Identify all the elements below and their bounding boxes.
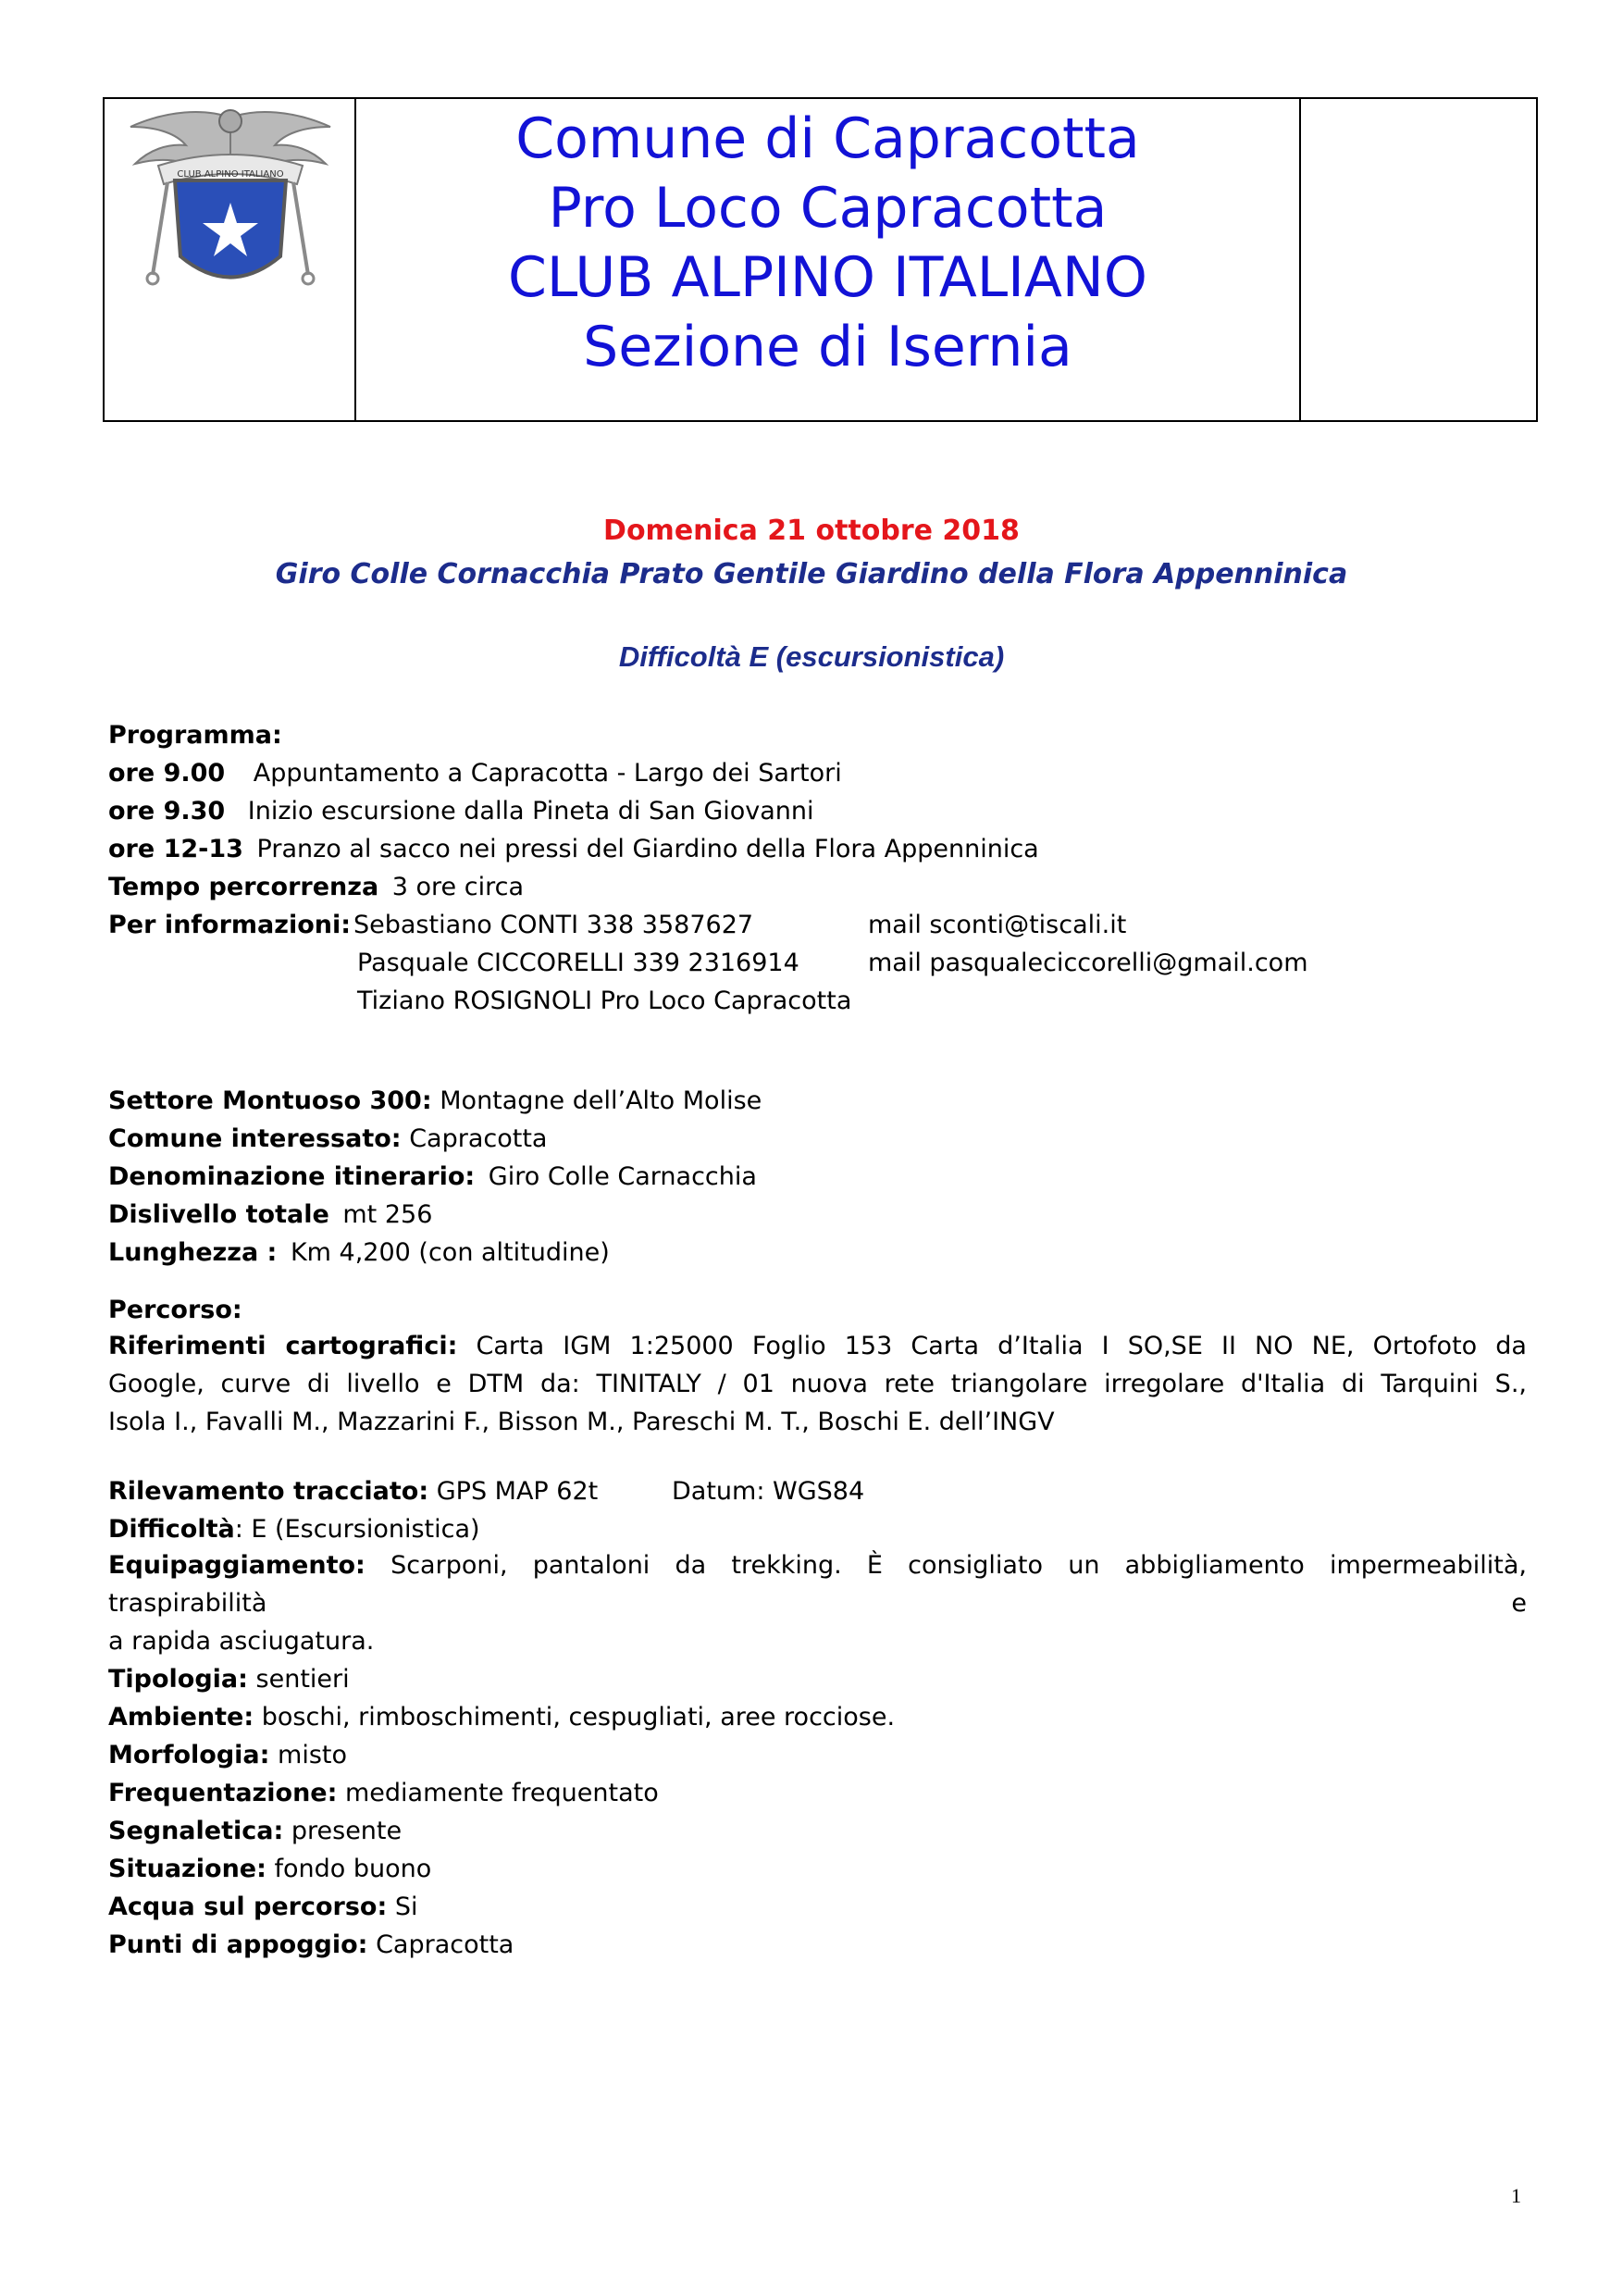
programma-item	[108, 833, 1039, 866]
header-table	[103, 97, 1538, 422]
feature-label: Tipologia:	[108, 1665, 248, 1694]
feature-label: Ambiente:	[108, 1703, 254, 1731]
feature-label: Acqua sul percorso:	[108, 1893, 388, 1921]
feature-row	[108, 1777, 659, 1810]
equipaggiamento-paragraph	[108, 1546, 1527, 1660]
event-difficulty: Difficoltà E (escursionistica)	[618, 640, 1005, 673]
feature-row	[108, 1701, 895, 1734]
event-title: Giro Colle Cornacchia Prato Gentile Giardino della Flora Appenninica	[275, 558, 1348, 590]
detail-row	[108, 1236, 610, 1270]
programma-item-label: ore 9.00	[108, 759, 226, 788]
feature-value: sentieri	[255, 1665, 350, 1694]
header-title-line-3: CLUB ALPINO ITALIANO	[507, 245, 1148, 310]
page-number: 1	[1511, 2184, 1521, 2207]
programma-item-text: 3 ore circa	[391, 873, 524, 901]
detail-label: Dislivello totale	[108, 1200, 329, 1229]
detail-row	[108, 1198, 432, 1232]
programma-item-label: ore 12-13	[108, 835, 243, 863]
logo-cell	[105, 99, 356, 420]
contact-mail[interactable]: mail pasqualeciccorelli@gmail.com	[868, 949, 1308, 977]
detail-label: Lunghezza :	[108, 1238, 278, 1267]
feature-label: Segnaletica:	[108, 1817, 284, 1845]
riferimenti-row	[108, 1327, 1527, 1365]
difficolta-text: : E (Escursionistica)	[234, 1515, 480, 1544]
detail-label: Comune interessato:	[108, 1124, 402, 1153]
equipaggiamento-row: a rapida asciugatura.	[108, 1627, 375, 1656]
feature-row	[108, 1815, 402, 1848]
programma-item-text: Inizio escursione dalla Pineta di San Giovanni	[247, 797, 814, 825]
info-label: Per informazioni:	[108, 911, 352, 939]
feature-row	[108, 1739, 347, 1772]
detail-row	[108, 1085, 762, 1118]
feature-value: Capracotta	[376, 1930, 514, 1959]
feature-label: Morfologia:	[108, 1741, 270, 1769]
feature-label: Punti di appoggio:	[108, 1930, 368, 1959]
header-title-line-4: Sezione di Isernia	[583, 315, 1072, 379]
feature-value: boschi, rimboschimenti, cespugliati, aree rocciose.	[261, 1703, 896, 1731]
feature-row	[108, 1853, 431, 1886]
rilevamento-row	[108, 1475, 598, 1508]
feature-value: presente	[291, 1817, 403, 1845]
event-date: Domenica 21 ottobre 2018	[603, 515, 1020, 547]
programma-item-text: Appuntamento a Capracotta - Largo dei Sartori	[253, 759, 842, 788]
detail-label: Settore Montuoso 300:	[108, 1086, 432, 1115]
difficolta-label: Difficoltà	[108, 1515, 235, 1544]
programma-item	[108, 757, 842, 790]
programma-heading: Programma:	[108, 721, 282, 750]
detail-row	[108, 1160, 757, 1194]
detail-value: Km 4,200 (con altitudine)	[290, 1238, 610, 1267]
feature-value: mediamente frequentato	[345, 1779, 659, 1807]
feature-row	[108, 1891, 418, 1924]
contact-name: Tiziano ROSIGNOLI Pro Loco Capracotta	[357, 987, 852, 1015]
programma-item-label: ore 9.30	[108, 797, 226, 825]
riferimenti-paragraph	[108, 1327, 1527, 1441]
detail-value: mt 256	[342, 1200, 433, 1229]
programma-item-label: Tempo percorrenza	[108, 873, 379, 901]
feature-value: Si	[394, 1893, 418, 1921]
difficolta-row	[108, 1513, 480, 1546]
riferimenti-row: Google, curve di livello e DTM da: TINITALY / 01 nuova rete triangolare irregolare d'Italia di Tarquini S.,	[108, 1370, 1527, 1398]
detail-label: Denominazione itinerario:	[108, 1162, 476, 1191]
empty-cell	[1301, 99, 1536, 420]
feature-row	[108, 1929, 514, 1962]
feature-row	[108, 1663, 350, 1696]
feature-value: fondo buono	[274, 1855, 432, 1883]
contact-name: Sebastiano CONTI 338 3587627	[353, 911, 754, 939]
equipaggiamento-text: Scarponi, pantaloni da trekking. È consigliato un abbigliamento impermeabilità, traspirabilità e	[108, 1551, 1527, 1618]
detail-value: Capracotta	[409, 1124, 548, 1153]
contact-mail[interactable]: mail sconti@tiscali.it	[868, 911, 1127, 939]
feature-label: Situazione:	[108, 1855, 266, 1883]
riferimenti-row: Isola I., Favalli M., Mazzarini F., Bisson M., Pareschi M. T., Boschi E. dell’INGV	[108, 1408, 1055, 1436]
detail-row	[108, 1123, 547, 1156]
riferimenti-text: Carta IGM 1:25000 Foglio 153 Carta d’Italia I SO,SE II NO NE, Ortofoto da	[476, 1332, 1527, 1360]
equipaggiamento-label: Equipaggiamento:	[108, 1551, 365, 1580]
rilevamento-text: GPS MAP 62t	[436, 1477, 599, 1506]
percorso-heading: Percorso:	[108, 1296, 242, 1324]
title-cell	[356, 99, 1301, 420]
cai-logo-icon	[112, 99, 349, 312]
equipaggiamento-row	[108, 1546, 1527, 1622]
feature-label: Frequentazione:	[108, 1779, 338, 1807]
logo-text: CLUB ALPINO ITALIANO	[177, 169, 284, 180]
detail-value: Giro Colle Carnacchia	[488, 1162, 757, 1191]
programma-item	[108, 871, 524, 904]
programma-item	[108, 795, 814, 828]
feature-value: misto	[278, 1741, 348, 1769]
header-title-line-2: Pro Loco Capracotta	[548, 176, 1108, 241]
detail-value: Montagne dell’Alto Molise	[440, 1086, 762, 1115]
riferimenti-label: Riferimenti cartografici:	[108, 1332, 458, 1360]
header-title-line-1: Comune di Capracotta	[515, 106, 1140, 171]
programma-item-text: Pranzo al sacco nei pressi del Giardino della Flora Appenninica	[256, 835, 1039, 863]
rilevamento-label: Rilevamento tracciato:	[108, 1477, 429, 1506]
contact-name: Pasquale CICCORELLI 339 2316914	[357, 949, 799, 977]
datum-text: Datum: WGS84	[672, 1477, 865, 1506]
